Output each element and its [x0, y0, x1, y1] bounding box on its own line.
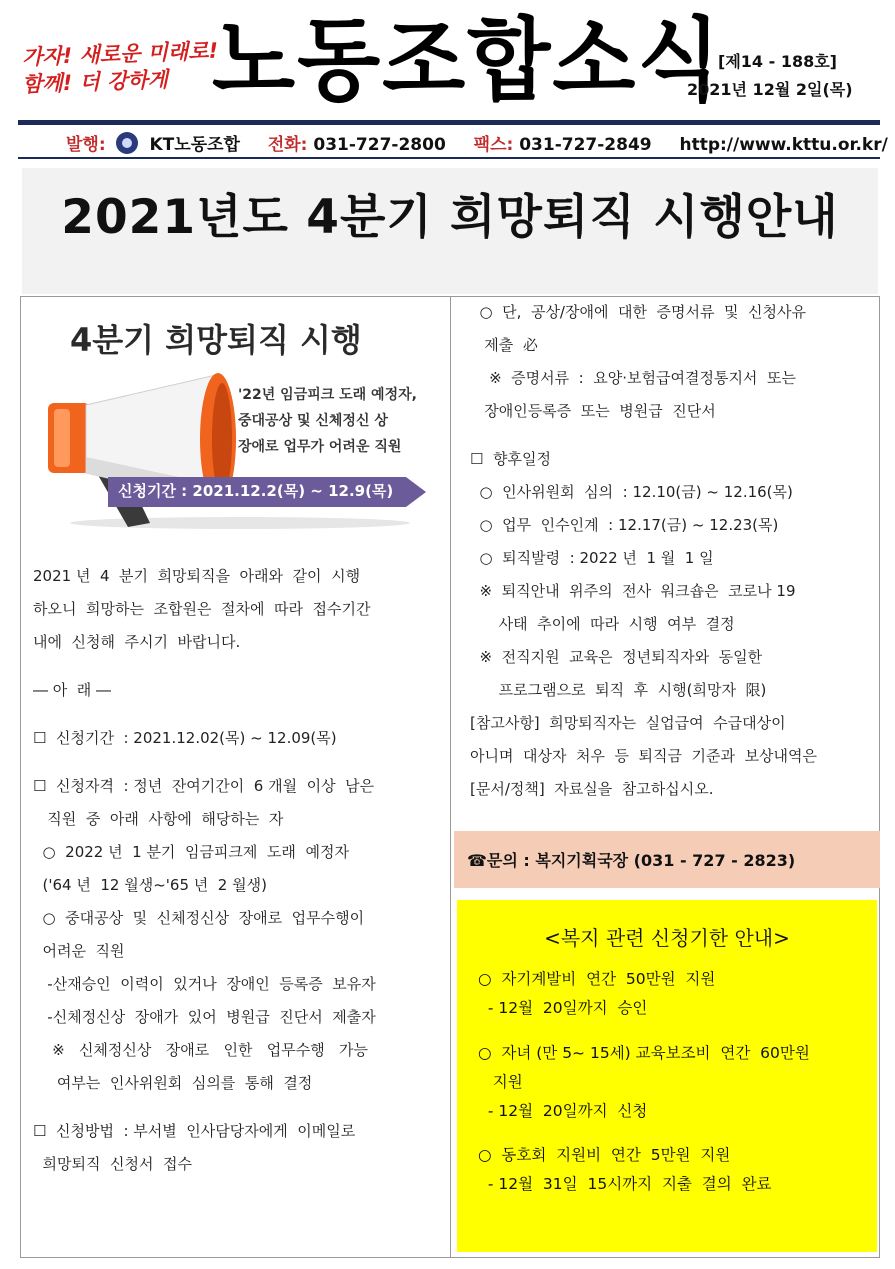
left-column-line: 직원 중 아래 사항에 해당하는 자	[33, 810, 284, 828]
left-column-line: 2021 년 4 분기 희망퇴직을 아래와 같이 시행	[33, 567, 361, 585]
newsletter-title: 노동조합소식	[212, 8, 723, 114]
right-column-line: ☐ 향후일정	[470, 450, 551, 468]
welfare-items	[478, 965, 810, 1199]
fax-number: 031-727-2849	[519, 135, 652, 155]
welfare-notice-title: <복지 관련 신청기한 안내>	[544, 926, 790, 950]
banner-desc-line-1: '22년 임금피크 도래 예정자,	[238, 387, 417, 403]
right-column-line: 아니며 대상자 처우 등 퇴직금 기준과 보상내역은	[470, 747, 818, 765]
slogan-line-1: 가자! 새로운 미래로!	[21, 38, 219, 70]
left-column-line: ○ 2022 년 1 분기 임금피크제 도래 예정자	[33, 843, 349, 861]
right-column-line: ※ 퇴직안내 위주의 전사 워크숍은 코로나 19	[470, 582, 796, 600]
left-column-line: ☐ 신청기간 : 2021.12.02(목) ~ 12.09(목)	[33, 729, 337, 747]
banner-period: 신청기간 : 2021.12.2(목) ~ 12.9(목)	[118, 482, 394, 500]
left-column-line: ― 아 래 ―	[33, 681, 112, 699]
welfare-item-line: - 12월 20일까지 승인	[478, 999, 648, 1017]
left-column-line: ☐ 신청자격 : 정년 잔여기간이 6 개월 이상 남은	[33, 777, 375, 795]
website-link[interactable]: http://www.kttu.or.kr/	[679, 135, 888, 155]
masthead-rule	[18, 120, 880, 125]
left-column-line: 어려운 직원	[33, 942, 125, 960]
left-column-line: -산재승인 이력이 있거나 장애인 등록증 보유자	[33, 975, 376, 993]
left-column-text	[33, 560, 376, 1181]
left-column-line: ('64 년 12 월생~'65 년 2 월생)	[33, 876, 267, 894]
welfare-item-line	[478, 1126, 810, 1142]
left-column-line	[33, 707, 376, 722]
right-column-line: ○ 업무 인수인계 : 12.17(금) ~ 12.23(목)	[470, 516, 779, 534]
right-column-line: 장애인등록증 또는 병원급 진단서	[470, 402, 716, 420]
left-column-line: ☐ 신청방법 : 부서별 인사담당자에게 이메일로	[33, 1122, 356, 1140]
headline: 2021년도 4분기 희망퇴직 시행안내	[61, 190, 839, 245]
slogan-line-2: 함께! 더 강하게	[21, 67, 169, 97]
infobar-rule	[18, 157, 880, 159]
phone-label: 전화:	[267, 135, 308, 155]
left-column-line: 희망퇴직 신청서 접수	[33, 1155, 193, 1173]
kttu-logo-icon	[116, 132, 138, 154]
column-divider	[450, 296, 451, 1258]
welfare-item-line: - 12월 31일 15시까지 지출 결의 완료	[478, 1175, 772, 1193]
left-column-line	[33, 659, 376, 674]
right-column-line: 프로그램으로 퇴직 후 시행(희망자 限)	[470, 681, 767, 699]
welfare-item-line: ○ 자기계발비 연간 50만원 지원	[478, 970, 716, 988]
right-column-line	[470, 428, 817, 443]
right-column-line: [문서/정책] 자료실을 참고하십시오.	[470, 780, 714, 798]
left-column-line: ※ 신체정신상 장애로 인한 업무수행 가능	[33, 1041, 369, 1059]
right-column-line: ○ 인사위원회 심의 : 12.10(금) ~ 12.16(목)	[470, 483, 793, 501]
right-column-line: ※ 전직지원 교육은 정년퇴직자와 동일한	[470, 648, 763, 666]
left-column-line	[33, 1100, 376, 1115]
right-column-line: [참고사항] 희망퇴직자는 실업급여 수급대상이	[470, 714, 786, 732]
banner-description	[238, 382, 417, 460]
welfare-item-line: ○ 자녀 (만 5~ 15세) 교육보조비 연간 60만원	[478, 1043, 810, 1062]
issue-number: [제14 - 188호]	[718, 52, 837, 71]
left-column-line: 내에 신청해 주시기 바랍니다.	[33, 633, 241, 651]
banner-title: 4분기 희망퇴직 시행	[70, 321, 362, 359]
left-column-line: 여부는 인사위원회 심의를 통해 결정	[33, 1074, 313, 1092]
right-column-line: ※ 증명서류 : 요양·보험급여결정통지서 또는	[470, 369, 796, 387]
publisher-info-bar	[0, 127, 895, 155]
fax-label: 팩스:	[473, 135, 514, 155]
right-column-line: 사태 추이에 따라 시행 여부 결정	[470, 615, 735, 633]
publisher-label: 발행:	[66, 135, 106, 155]
banner-desc-line-3: 장애로 업무가 어려운 직원	[238, 439, 402, 455]
publisher-name: KT노동조합	[149, 135, 240, 155]
phone-number: 031-727-2800	[313, 135, 446, 155]
welfare-item-line: ○ 동호회 지원비 연간 5만원 지원	[478, 1146, 731, 1164]
issue-date: 2021년 12월 2일(목)	[687, 80, 853, 99]
right-column-text	[470, 296, 817, 806]
welfare-item-line: - 12월 20일까지 신청	[478, 1101, 648, 1120]
right-column-line: ○ 단, 공상/장애에 대한 증명서류 및 신청사유	[470, 303, 806, 321]
banner-desc-line-2: 중대공상 및 신체정신 상	[238, 413, 388, 429]
contact-info: ☎문의 : 복지기획국장 (031 - 727 - 2823)	[467, 851, 796, 870]
left-column-line: 하오니 희망하는 조합원은 절차에 따라 접수기간	[33, 600, 371, 618]
welfare-item-line	[478, 1023, 810, 1039]
left-column-line: ○ 중대공상 및 신체정신상 장애로 업무수행이	[33, 909, 365, 927]
welfare-item-line: 지원	[478, 1072, 523, 1091]
right-column-line: 제출 必	[470, 336, 538, 354]
left-column-line	[33, 755, 376, 770]
left-column-line: -신체정신상 장애가 있어 병원급 진단서 제출자	[33, 1008, 376, 1026]
right-column-line: ○ 퇴직발령 : 2022 년 1 월 1 일	[470, 549, 714, 567]
